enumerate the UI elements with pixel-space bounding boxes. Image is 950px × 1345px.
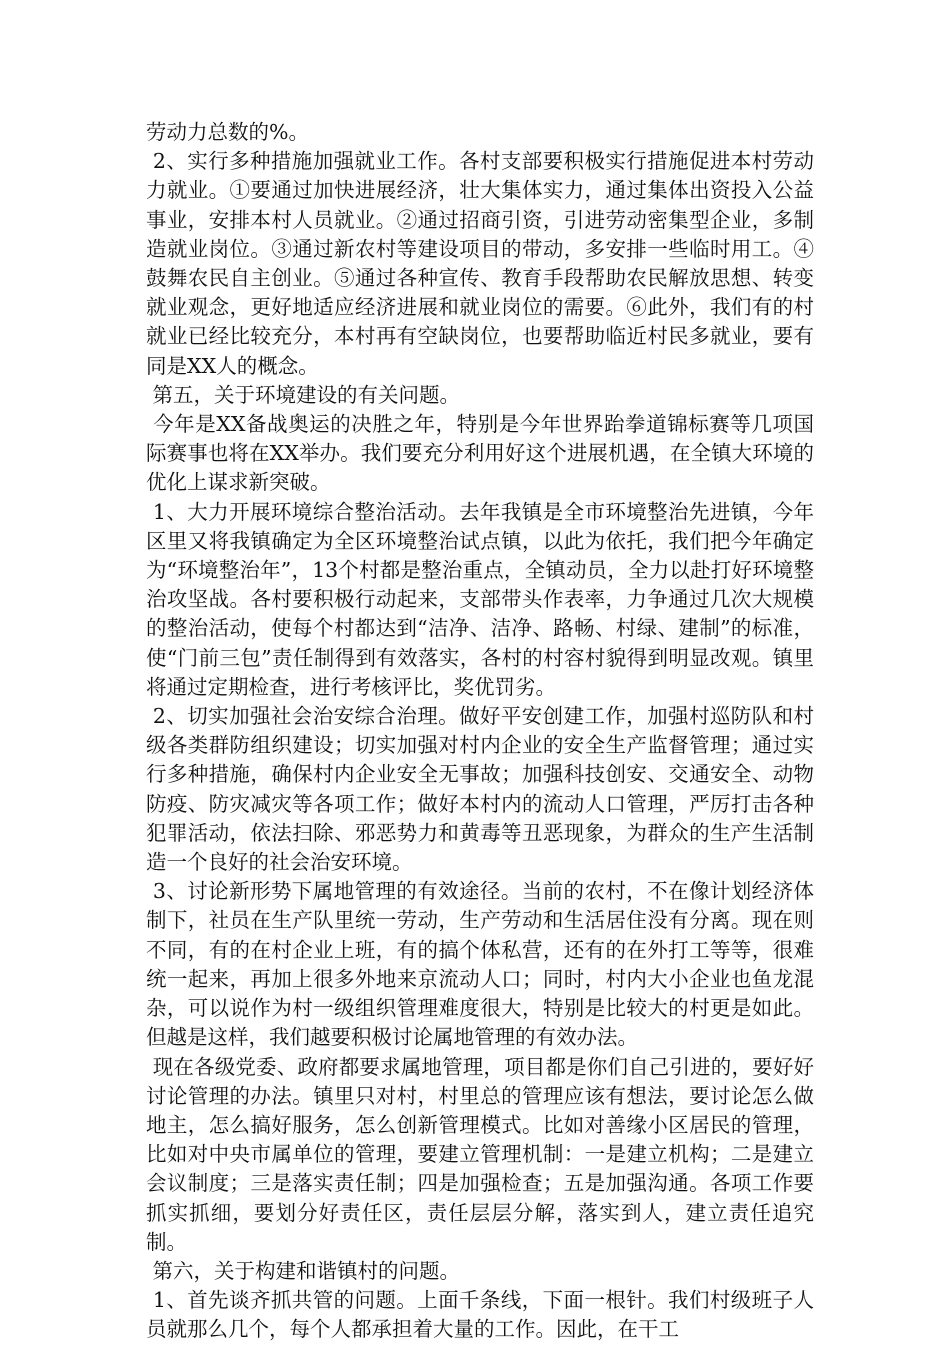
paragraph-management-mechanism: 现在各级党委、政府都要求属地管理，项目都是你们自己引进的，要好好讨论管理的办法。镇里只对村，村里总的管理应该有想法，要讨论怎么做地主，怎么搞好服务，怎么创新管理模式。比如对善缘小区居民的管理，比如对中央市属单位的管理，要建立管理机制：一是建立机构；二是建立会议制度；三是落实责任制；四是加强检查；五是加强沟通。各项工作要抓实抓细，要划分好责任区，责任层层分解，落实到人，建立责任追究制。 [146,1054,814,1254]
paragraph-employment-measures: 2、实行多种措施加强就业工作。各村支部要积极实行措施促进本村劳动力就业。①要通过加快进展经济，壮大集体实力，通过集体出资投入公益事业，安排本村人员就业。②通过招商引资，引进劳动密集型企业，多制造就业岗位。③通过新农村等建设项目的带动，多安排一些临时用工。④鼓舞农民自主创业。⑤通过各种宣传、教育手段帮助农民解放思想、转变就业观念，更好地适应经济进展和就业岗位的需要。⑥此外，我们有的村就业已经比较充分，本村再有空缺岗位，也要帮助临近村民多就业，要有同是XX人的概念。 [146,149,814,378]
paragraph-environment-rectification: 1、大力开展环境综合整治活动。去年我镇是全市环境整治先进镇，今年区里又将我镇确定为全区环境整治试点镇，以此为依托，我们把今年确定为“环境整治年”，13个村都是整治重点，全镇动员，全力以赴打好环境整治攻坚战。各村要积极行动起来，支部带头作表率，力争通过几次大规模的整治活动，使每个村都达到“洁净、洁净、路畅、村绿、建制”的标准，使“门前三包”责任制得到有效落实，各村的村容村貌得到明显改观。镇里将通过定期检查，进行考核评比，奖优罚劣。 [146,499,814,699]
section-heading-harmony: 第六，关于构建和谐镇村的问题。 [146,1258,461,1283]
paragraph-environment-intro: 今年是XX备战奥运的决胜之年，特别是今年世界跆拳道锦标赛等几项国际赛事也将在XX举办。我们要充分利用好这个进展机遇，在全镇大环境的优化上谋求新突破。 [146,412,814,495]
paragraph-territorial-management: 3、讨论新形势下属地管理的有效途径。当前的农村，不在像计划经济体制下，社员在生产队里统一劳动，生产劳动和生活居住没有分离。现在则不同，有的在村企业上班，有的搞个体私营，还有的在外打工等等，很难统一起来，再加上很多外地来京流动人口；同时，村内大小企业也鱼龙混杂，可以说作为村一级组织管理难度很大，特别是比较大的村更是如此。但越是这样，我们越要积极讨论属地管理的有效办法。 [146,879,814,1050]
section-heading-environment: 第五，关于环境建设的有关问题。 [146,382,461,407]
paragraph-public-security: 2、切实加强社会治安综合治理。做好平安创建工作，加强村巡防队和村级各类群防组织建设；切实加强对村内企业的安全生产监督管理；通过实行多种措施，确保村内企业安全无事故；加强科技创安、交通安全、动物防疫、防灾减灾等各项工作；做好本村内的流动人口管理，严厉打击各种犯罪活动，依法扫除、邪恶势力和黄毒等丑恶现象，为群众的生产生活制造一个良好的社会治安环境。 [146,704,814,875]
paragraph-labor-total: 劳动力总数的%。 [146,120,309,144]
document-body [146,118,814,1345]
paragraph-joint-management: 1、首先谈齐抓共管的问题。上面千条线，下面一根针。我们村级班子人员就那么几个，每个人都承担着大量的工作。因此，在干工 [146,1288,814,1342]
